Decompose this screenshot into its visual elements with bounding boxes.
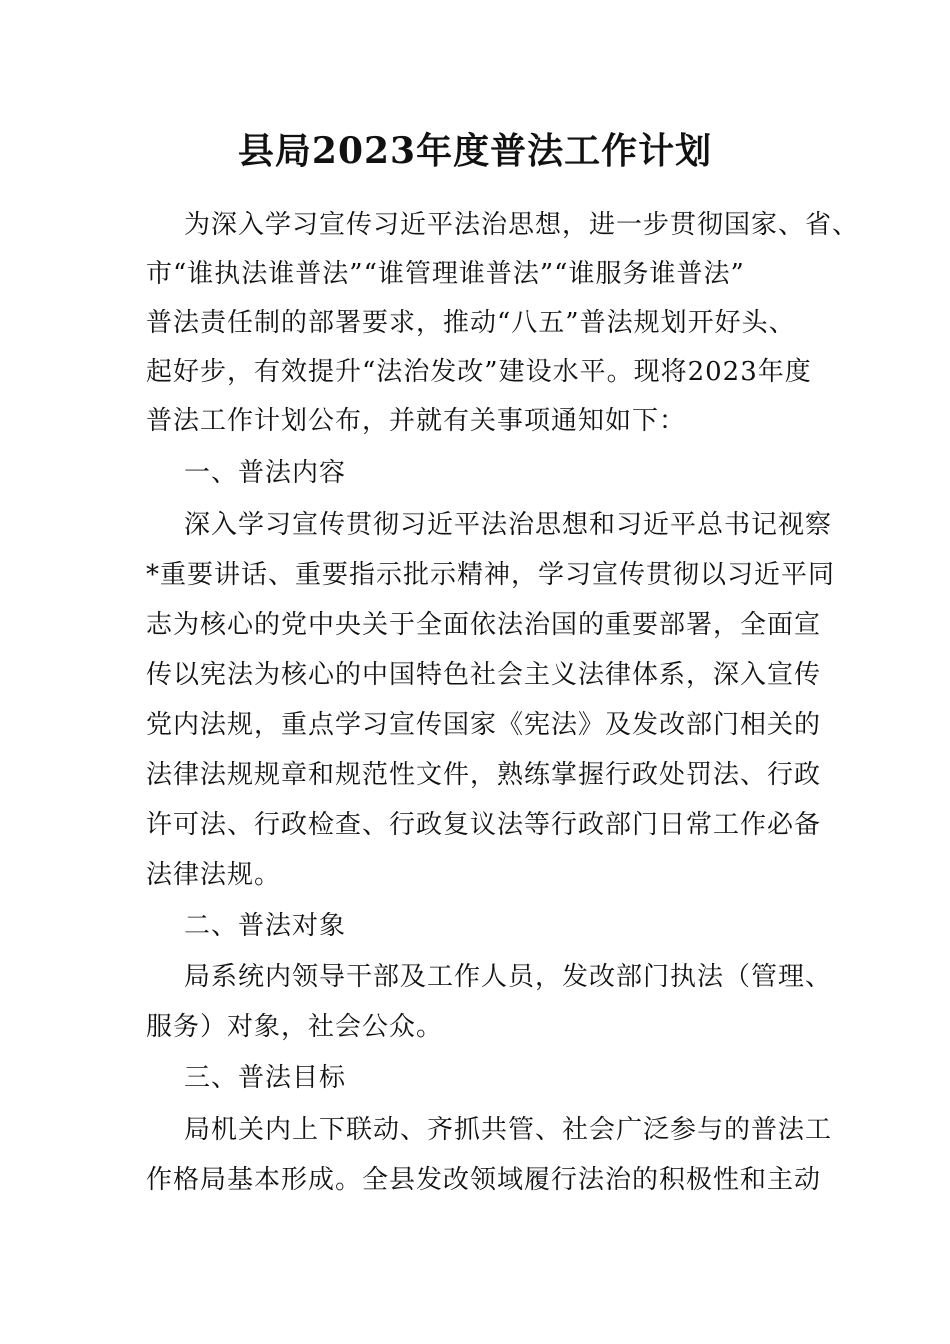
paragraph-line: 党内法规，重点学习宣传国家《宪法》及发改部门相关的 <box>146 710 822 740</box>
paragraph-line: 普法责任制的部署要求，推动“八五”普法规划开好头、 <box>146 308 796 338</box>
section-heading: 二、普法对象 <box>184 911 347 941</box>
section-heading: 一、普法内容 <box>184 458 347 488</box>
paragraph-line: 作格局基本形成。全县发改领域履行法治的积极性和主动 <box>146 1165 822 1195</box>
section-heading: 三、普法目标 <box>184 1063 347 1093</box>
paragraph-line: 起好步，有效提升“法治发改”建设水平。现将2023年度 <box>146 357 812 387</box>
paragraph-line: 深入学习宣传贯彻习近平法治思想和习近平总书记视察 <box>184 510 833 540</box>
paragraph-line: 为深入学习宣传习近平法治思想，进一步贯彻国家、省、 <box>184 210 860 240</box>
paragraph-line: 普法工作计划公布，并就有关事项通知如下： <box>146 406 687 436</box>
paragraph-line: 市“谁执法谁普法”“谁管理谁普法”“谁服务谁普法” <box>146 259 745 289</box>
paragraph-line: 法律法规规章和规范性文件，熟练掌握行政处罚法、行政 <box>146 760 822 790</box>
paragraph-line: 志为核心的党中央关于全面依法治国的重要部署，全面宣 <box>146 610 822 640</box>
paragraph-line: 法律法规。 <box>146 860 282 890</box>
document-title: 县局2023年度普法工作计划 <box>237 130 713 172</box>
paragraph-line: 传以宪法为核心的中国特色社会主义法律体系，深入宣传 <box>146 660 822 690</box>
paragraph-line: 服务）对象，社会公众。 <box>146 1012 444 1042</box>
paragraph-line: 许可法、行政检查、行政复议法等行政部门日常工作必备 <box>146 810 822 840</box>
paragraph-line: 局系统内领导干部及工作人员，发改部门执法（管理、 <box>184 962 833 992</box>
paragraph-line: 局机关内上下联动、齐抓共管、社会广泛参与的普法工 <box>184 1115 833 1145</box>
paragraph-line: *重要讲话、重要指示批示精神，学习宣传贯彻以习近平同 <box>146 560 836 590</box>
